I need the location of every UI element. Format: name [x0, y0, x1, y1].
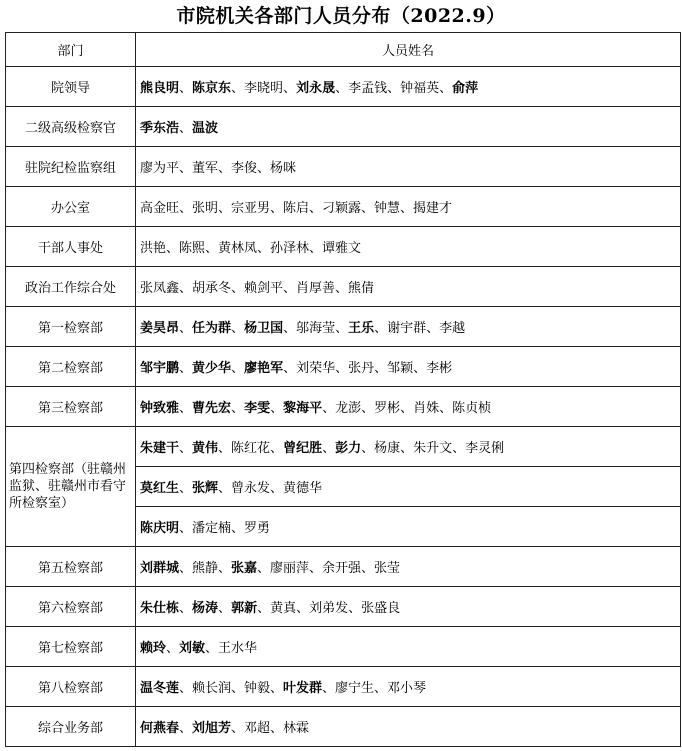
dept-cell: 第四检察部（驻赣州监狱、驻赣州市看守所检察室）: [6, 427, 136, 547]
name-text: 、潘定楠、罗勇: [179, 521, 271, 536]
name-bold: 张嘉: [231, 561, 258, 576]
name-bold: 朱建干: [140, 441, 180, 456]
names-cell: [136, 67, 681, 107]
name-text: 、李孟钱、钟福英、: [335, 81, 453, 96]
name-bold: 王乐: [348, 321, 375, 336]
name-text: 、: [231, 361, 245, 376]
name-bold: 曾纪胜: [283, 441, 323, 456]
table-row: [6, 387, 681, 427]
table-row: [6, 427, 681, 467]
name-text: 、: [231, 401, 245, 416]
name-text: 、熊静、: [179, 561, 232, 576]
name-bold: 陈庆明: [140, 521, 180, 536]
table-row: [6, 147, 681, 187]
name-text: 、赖长润、钟毅、: [179, 681, 284, 696]
name-text: 、陈红花、: [218, 441, 284, 456]
name-bold: 熊良明: [140, 81, 180, 96]
table-row: [6, 227, 681, 267]
dept-cell: 院领导: [6, 67, 136, 107]
name-text: 、: [179, 601, 193, 616]
name-text: 、: [231, 321, 245, 336]
dept-cell: 综合业务部: [6, 707, 136, 747]
name-text: 、李晓明、: [231, 81, 297, 96]
name-bold: 俞萍: [452, 81, 479, 96]
name-bold: 季东浩: [140, 121, 180, 136]
dept-cell: 第一检察部: [6, 307, 136, 347]
name-text: 、: [179, 361, 193, 376]
name-text: 、邓超、林霖: [231, 721, 310, 736]
name-bold: 刘永晟: [296, 81, 336, 96]
name-text: 、: [322, 441, 336, 456]
page-title: 市院机关各部门人员分布（2022.9）: [176, 5, 506, 27]
name-bold: 杨涛: [192, 601, 219, 616]
names-cell: [136, 227, 681, 267]
name-bold: 赖玲: [140, 641, 167, 656]
name-bold: 刘敏: [179, 641, 206, 656]
name-text: 张凤鑫、胡承冬、赖剑平、肖厚善、熊倩: [140, 281, 375, 296]
name-bold: 李雯: [244, 401, 271, 416]
name-text: 、曾永发、黄德华: [218, 481, 323, 496]
name-text: 、邬海莹、: [283, 321, 349, 336]
table-row: [6, 587, 681, 627]
name-bold: 陈京东: [192, 81, 232, 96]
name-bold: 黄少华: [192, 361, 232, 376]
name-bold: 黄伟: [192, 441, 219, 456]
names-cell: [136, 587, 681, 627]
name-text: 、谢宇群、李越: [374, 321, 466, 336]
name-bold: 邹宇鹏: [140, 361, 180, 376]
names-cell: [136, 387, 681, 427]
name-text: 、杨康、朱升文、李灵俐: [361, 441, 505, 456]
names-cell: [136, 467, 681, 507]
name-bold: 廖艳军: [244, 361, 284, 376]
names-cell: [136, 707, 681, 747]
name-text: 、王水华: [205, 641, 258, 656]
dept-cell: 第五检察部: [6, 547, 136, 587]
name-bold: 叶发群: [283, 681, 323, 696]
name-text: 廖为平、董军、李俊、杨咪: [140, 161, 297, 176]
dept-cell: 办公室: [6, 187, 136, 227]
name-text: 、龙澎、罗彬、肖姝、陈贞桢: [322, 401, 492, 416]
dept-cell: 二级高级检察官: [6, 107, 136, 147]
name-text: 、: [179, 441, 193, 456]
header-names: 人员姓名: [136, 33, 681, 67]
name-bold: 刘群城: [140, 561, 180, 576]
name-text: 、廖丽萍、余开强、张莹: [257, 561, 401, 576]
table-row: [6, 67, 681, 107]
table-row: [6, 347, 681, 387]
names-cell: [136, 147, 681, 187]
table-header-row: [6, 33, 681, 67]
table-row: [6, 667, 681, 707]
table-row: [6, 187, 681, 227]
dept-cell: 第七检察部: [6, 627, 136, 667]
name-bold: 张辉: [192, 481, 219, 496]
names-cell: [136, 347, 681, 387]
names-cell: [136, 267, 681, 307]
table-row: [6, 107, 681, 147]
name-text: 、刘荣华、张丹、邹颖、李彬: [283, 361, 453, 376]
name-text: 、: [179, 121, 193, 136]
table-row: [6, 267, 681, 307]
name-text: 、: [179, 721, 193, 736]
name-text: 、: [179, 481, 193, 496]
name-bold: 钟致雅: [140, 401, 180, 416]
dept-cell: 政治工作综合处: [6, 267, 136, 307]
dept-cell: 干部人事处: [6, 227, 136, 267]
name-bold: 姜昊昂: [140, 321, 180, 336]
name-text: 洪艳、陈熙、黄林凤、孙泽林、谭雅文: [140, 241, 362, 256]
name-bold: 任为群: [192, 321, 232, 336]
names-cell: [136, 627, 681, 667]
header-dept: 部门: [6, 33, 136, 67]
table-row: [6, 627, 681, 667]
name-text: 、: [166, 641, 180, 656]
name-bold: 温冬莲: [140, 681, 180, 696]
names-cell: [136, 547, 681, 587]
names-cell: [136, 307, 681, 347]
names-cell: [136, 507, 681, 547]
dept-cell: 第二检察部: [6, 347, 136, 387]
name-text: 、: [179, 321, 193, 336]
staff-table: [5, 32, 681, 747]
name-text: 、黄真、刘弟发、张盛良: [257, 601, 401, 616]
name-text: 、: [218, 601, 232, 616]
name-bold: 莫红生: [140, 481, 180, 496]
names-cell: [136, 187, 681, 227]
name-text: 、: [179, 81, 193, 96]
dept-cell: 驻院纪检监察组: [6, 147, 136, 187]
name-bold: 曹先宏: [192, 401, 232, 416]
name-bold: 何燕春: [140, 721, 180, 736]
name-text: 高金旺、张明、宗亚男、陈启、刁颖露、钟慧、揭建才: [140, 201, 453, 216]
table-row: [6, 707, 681, 747]
staff-table-body: [6, 33, 681, 747]
name-text: 、廖宁生、邓小琴: [322, 681, 427, 696]
names-cell: [136, 107, 681, 147]
table-row: [6, 307, 681, 347]
name-bold: 朱仕栋: [140, 601, 180, 616]
names-cell: [136, 427, 681, 467]
name-text: 、: [179, 401, 193, 416]
dept-cell: 第三检察部: [6, 387, 136, 427]
names-cell: [136, 667, 681, 707]
table-row: [6, 547, 681, 587]
dept-cell: 第八检察部: [6, 667, 136, 707]
name-bold: 温波: [192, 121, 219, 136]
name-bold: 彭力: [335, 441, 362, 456]
name-bold: 黎海平: [283, 401, 323, 416]
name-text: 、: [270, 401, 284, 416]
name-bold: 郭新: [231, 601, 258, 616]
name-bold: 杨卫国: [244, 321, 284, 336]
name-bold: 刘旭芳: [192, 721, 232, 736]
dept-cell: 第六检察部: [6, 587, 136, 627]
